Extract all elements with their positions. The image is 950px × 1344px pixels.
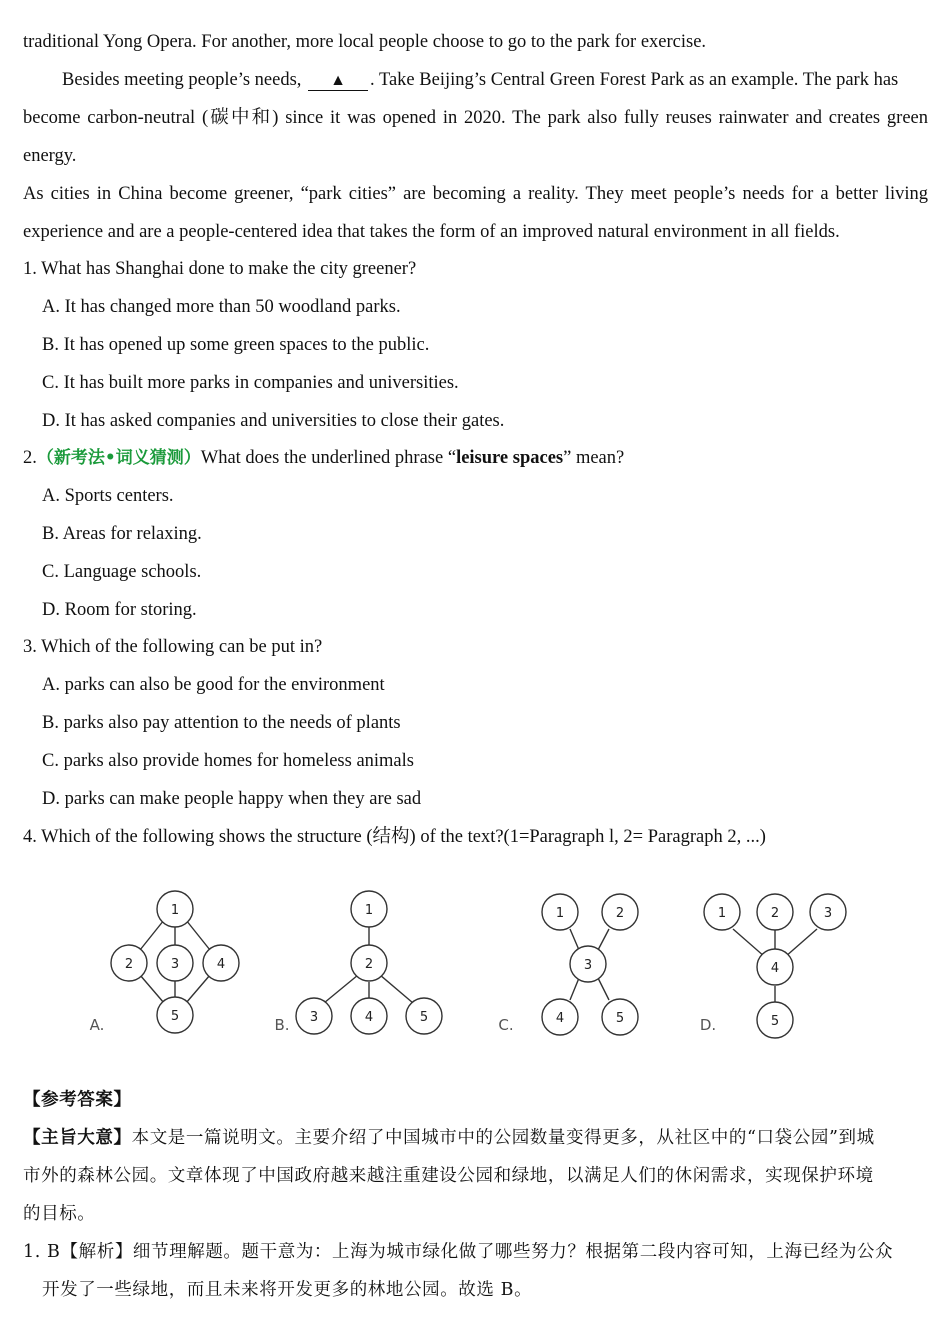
main-idea-tag: 【主旨大意】	[23, 1128, 132, 1148]
question-1-option-d[interactable]: D. It has asked companies and universities to close their gates.	[42, 411, 505, 431]
main-idea-line-1	[23, 1126, 928, 1150]
diagram-d-node-5: 5	[770, 1014, 780, 1029]
passage-line: energy.	[23, 146, 77, 166]
diagram-d-node-2: 2	[770, 906, 780, 921]
diagram-b-node-1: 1	[364, 903, 374, 918]
diagram-b-node-4: 4	[364, 1010, 374, 1025]
answer-1-line-1: 1. B【解析】细节理解题。题干意为：上海为城市绿化做了哪些努力？根据第二段内容可知，上海已经为公众	[23, 1242, 894, 1262]
diagram-c-node-3: 3	[583, 958, 593, 973]
answer-1-line-2: 开发了一些绿地，而且未来将开发更多的林地公园。故选 B。	[42, 1280, 533, 1300]
answer-heading: 【参考答案】	[23, 1090, 132, 1110]
question-4-stem: 4. Which of the following shows the structure (结构) of the text?(1=Paragraph l, 2= Paragraph 2, ...)	[23, 827, 766, 847]
question-2-option-a[interactable]: A. Sports centers.	[42, 486, 174, 506]
stem-text: ” mean?	[563, 448, 625, 468]
passage-line: become carbon-neutral (碳中和) since it was opened in 2020. The park also fully reuses rainwater and creates green	[23, 108, 928, 128]
diagram-a-node-4: 4	[216, 957, 226, 972]
diagram-c-node-4: 4	[555, 1011, 565, 1026]
question-1-option-b[interactable]: B. It has opened up some green spaces to the public.	[42, 335, 430, 355]
underlined-phrase: leisure spaces	[456, 448, 564, 468]
main-idea-line-3: 的目标。	[23, 1204, 96, 1224]
main-idea-line-2: 市外的森林公园。文章体现了中国政府越来越注重建设公园和绿地，以满足人们的休闲需求，实现保护环境	[23, 1166, 874, 1186]
question-2-option-d[interactable]: D. Room for storing.	[42, 600, 197, 620]
diagram-a-node-1: 1	[170, 903, 180, 918]
diagram-d-node-1: 1	[717, 906, 727, 921]
diagram-b-label: B.	[274, 1016, 290, 1034]
diagram-a-node-2: 2	[124, 957, 134, 972]
question-2-stem	[23, 446, 928, 470]
question-1-option-a[interactable]: A. It has changed more than 50 woodland parks.	[42, 297, 401, 317]
question-3-option-d[interactable]: D. parks can make people happy when they are sad	[42, 789, 422, 809]
question-type-tag: （新考法•词义猜测）	[36, 448, 201, 468]
main-idea-text: 本文是一篇说明文。主要介绍了中国城市中的公园数量变得更多，从社区中的“口袋公园”到城	[131, 1128, 875, 1148]
structure-diagrams	[0, 870, 950, 1050]
diagram-b-node-5: 5	[419, 1010, 429, 1025]
passage-line: As cities in China become greener, “park cities” are becoming a reality. They meet people’s needs for a better living	[23, 184, 928, 204]
question-1-stem: 1. What has Shanghai done to make the city greener?	[23, 259, 417, 279]
question-3-option-a[interactable]: A. parks can also be good for the environment	[42, 675, 385, 695]
question-2-option-b[interactable]: B. Areas for relaxing.	[42, 524, 202, 544]
passage-text: . Take Beijing’s Central Green Forest Park as an example. The park has	[370, 70, 899, 90]
question-3-option-b[interactable]: B. parks also pay attention to the needs of plants	[42, 713, 401, 733]
stem-text: What does the underlined phrase “	[200, 448, 457, 468]
question-1-option-c[interactable]: C. It has built more parks in companies and universities.	[42, 373, 459, 393]
question-3-option-c[interactable]: C. parks also provide homes for homeless animals	[42, 751, 414, 771]
diagram-edges	[140, 920, 817, 1003]
passage-line: experience and are a people-centered idea that takes the form of an improved natural environment in all fields.	[23, 222, 840, 242]
question-2-option-c[interactable]: C. Language schools.	[42, 562, 202, 582]
diagram-c-node-2: 2	[615, 906, 625, 921]
diagram-d-label: D.	[699, 1016, 717, 1034]
diagram-b-node-3: 3	[309, 1010, 319, 1025]
diagram-c-node-5: 5	[615, 1011, 625, 1026]
diagram-c-node-1: 1	[555, 906, 565, 921]
answer-blank[interactable]: ▲	[308, 72, 368, 91]
question-number: 2.	[23, 448, 37, 468]
diagram-d-node-4: 4	[770, 961, 780, 976]
passage-paragraph-3-line-1	[62, 68, 928, 92]
diagram-a-node-5: 5	[170, 1009, 180, 1024]
diagram-b-node-2: 2	[364, 957, 374, 972]
question-3-stem: 3. Which of the following can be put in?	[23, 637, 323, 657]
diagram-a-label: A.	[89, 1016, 105, 1034]
diagram-d-node-3: 3	[823, 906, 833, 921]
diagram-a-node-3: 3	[170, 957, 180, 972]
passage-line: traditional Yong Opera. For another, more local people choose to go to the park for exercise.	[23, 32, 707, 52]
diagram-c-label: C.	[498, 1016, 514, 1034]
passage-text: Besides meeting people’s needs,	[62, 70, 302, 90]
